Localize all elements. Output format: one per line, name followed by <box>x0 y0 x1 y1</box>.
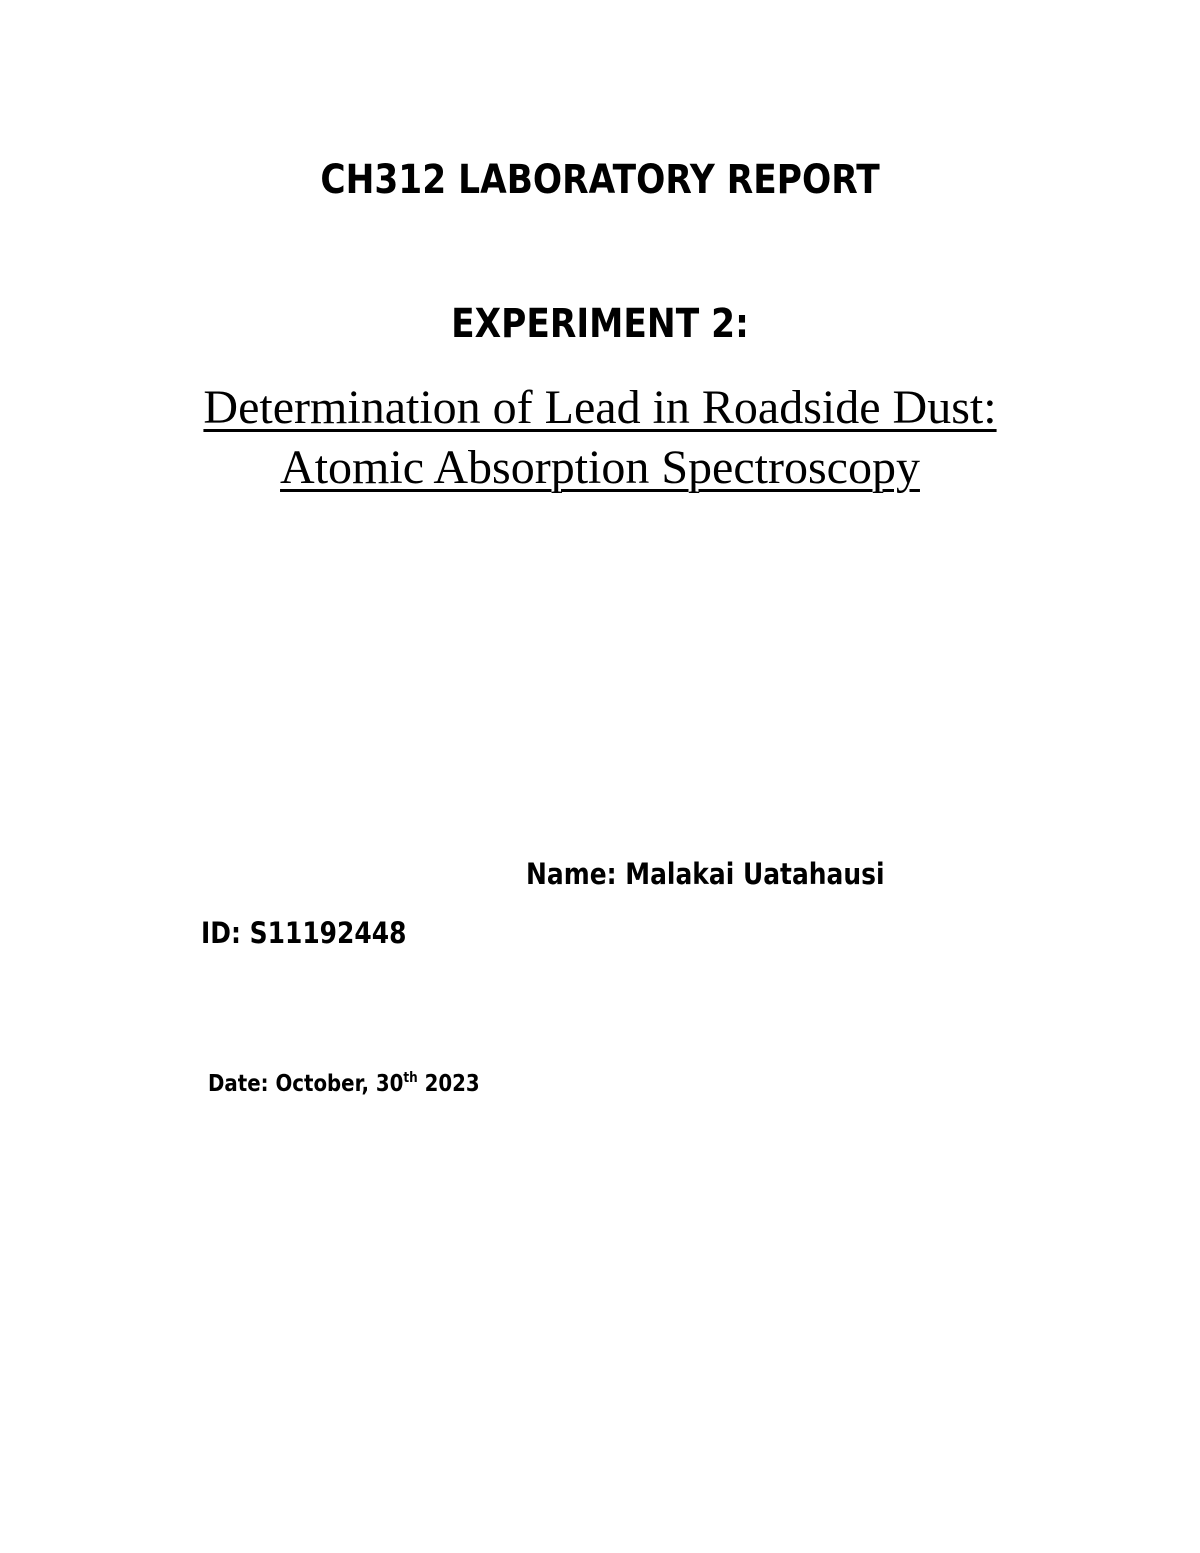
experiment-title-line-2: Atomic Absorption Spectroscopy <box>280 441 920 494</box>
experiment-label: EXPERIMENT 2: <box>451 301 749 347</box>
date-label: Date: <box>208 1071 269 1097</box>
date-day: 30 <box>375 1071 404 1097</box>
date-year: 2023 <box>424 1071 480 1097</box>
name-value: Malakai Uatahausi <box>625 857 885 891</box>
date-day-suffix: th <box>403 1070 418 1086</box>
experiment-title <box>0 378 1200 498</box>
id-label: ID: <box>201 916 241 950</box>
date-month: October, <box>275 1071 369 1097</box>
report-date <box>208 1066 480 1102</box>
name-label: Name: <box>526 857 617 891</box>
experiment-title-line-1: Determination of Lead in Roadside Dust: <box>203 381 997 434</box>
report-title: CH312 LABORATORY REPORT <box>320 157 880 203</box>
id-value: S11192448 <box>249 916 407 950</box>
student-name <box>526 852 885 896</box>
student-id <box>201 911 406 955</box>
